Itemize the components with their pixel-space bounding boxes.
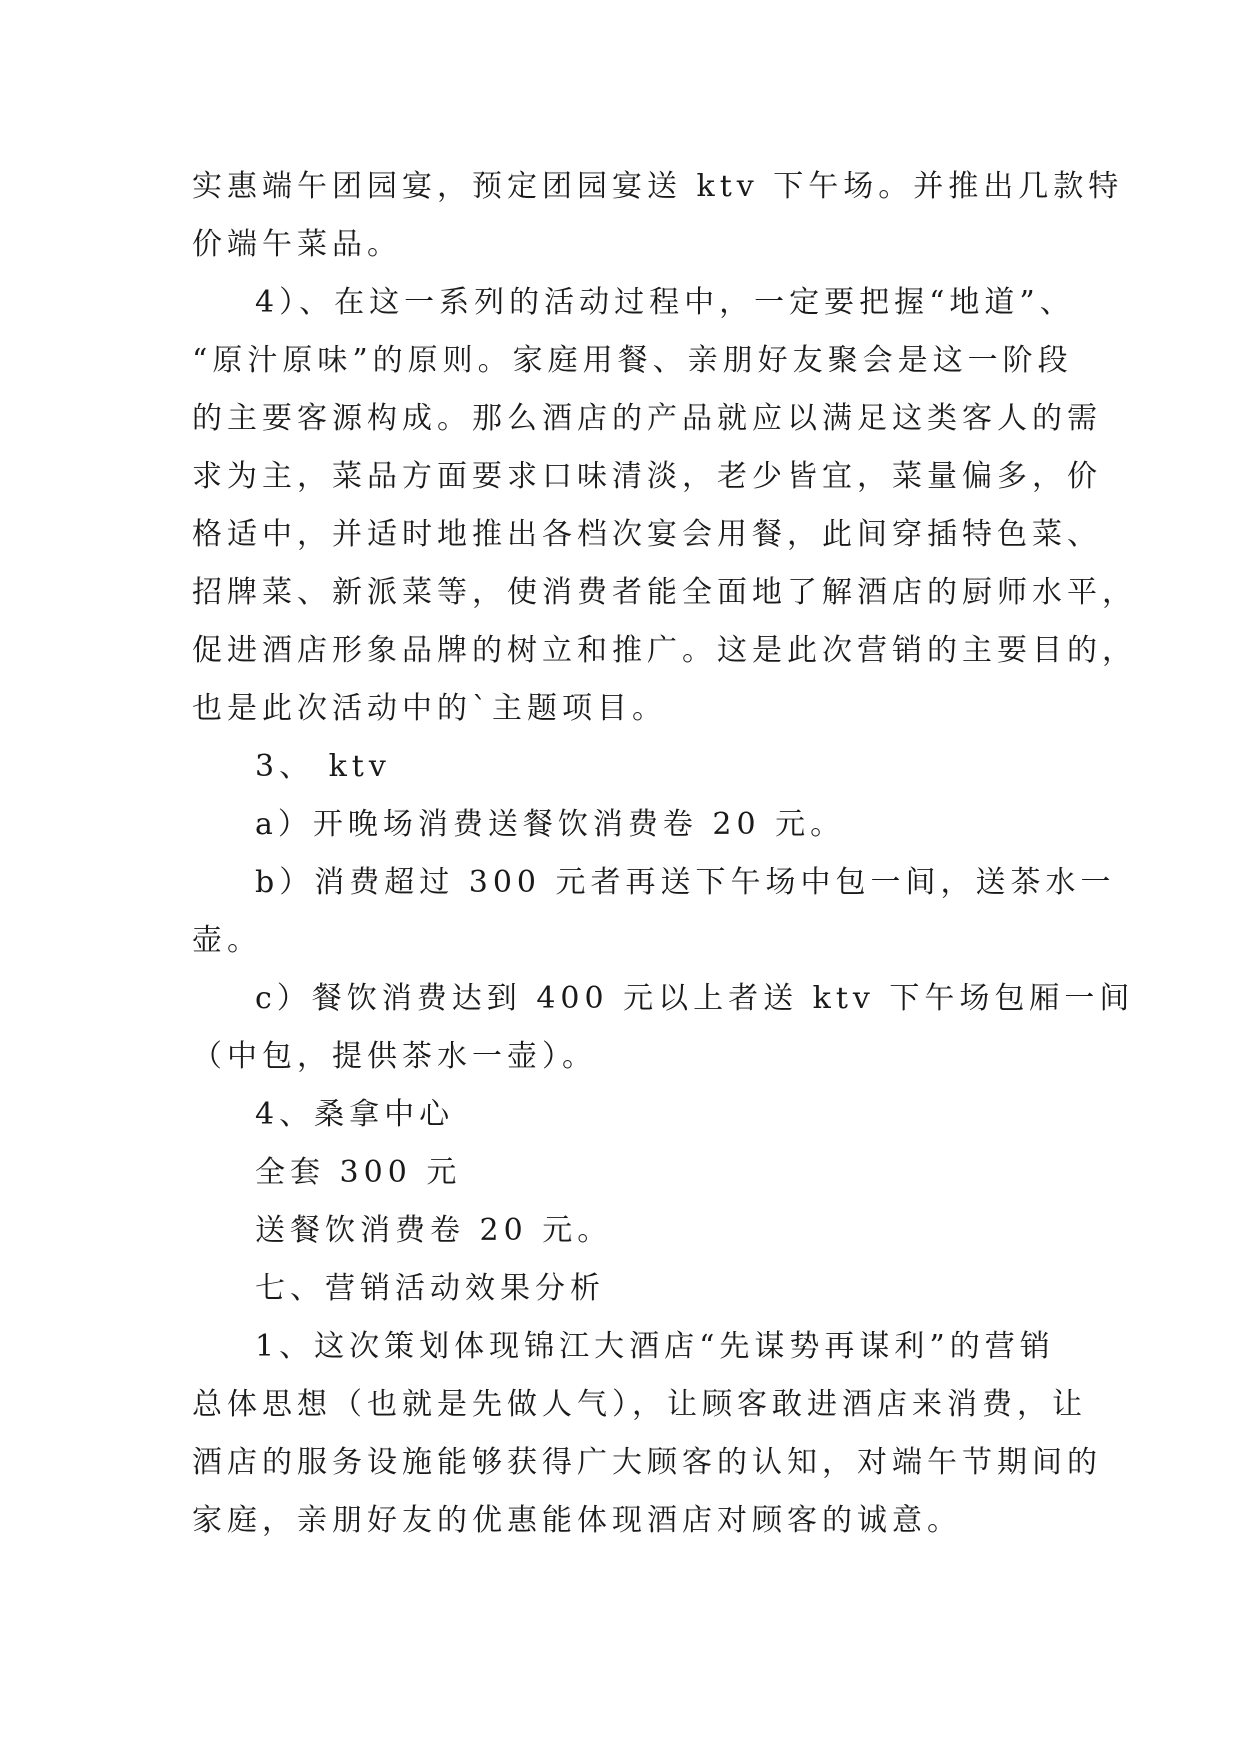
- text-line: 招牌菜、新派菜等，使消费者能全面地了解酒店的厨师水平，: [192, 575, 1137, 610]
- text-line: 壶。: [192, 923, 262, 958]
- text-line: 家庭，亲朋好友的优惠能体现酒店对顾客的诚意。: [192, 1503, 962, 1538]
- text-line: 促进酒店形象品牌的树立和推广。这是此次营销的主要目的，: [192, 633, 1137, 668]
- text-line: 送餐饮消费卷 20 元。: [255, 1213, 613, 1248]
- text-line: （中包，提供茶水一壶）。: [192, 1039, 597, 1074]
- section-heading: 七、营销活动效果分析: [255, 1271, 605, 1306]
- text-line: 4）、在这一系列的活动过程中，一定要把握“地道”、: [255, 285, 1075, 320]
- list-item: a）开晚场消费送餐饮消费卷 20 元。: [255, 807, 846, 842]
- text-line: 酒店的服务设施能够获得广大顾客的认知，对端午节期间的: [192, 1445, 1102, 1480]
- text-line: 实惠端午团园宴，预定团园宴送 ktv 下午场。并推出几款特: [192, 169, 1124, 204]
- text-line: 格适中，并适时地推出各档次宴会用餐，此间穿插特色菜、: [192, 517, 1102, 552]
- text-line: 总体思想（也就是先做人气），让顾客敢进酒店来消费，让: [192, 1387, 1087, 1422]
- text-line: 求为主，菜品方面要求口味清淡，老少皆宜，菜量偏多，价: [192, 459, 1102, 494]
- text-line: 也是此次活动中的`主题项目。: [192, 691, 667, 726]
- document-body: [192, 158, 1137, 1550]
- section-heading: 4、桑拿中心: [255, 1097, 455, 1132]
- text-line: 的主要客源构成。那么酒店的产品就应以满足这类客人的需: [192, 401, 1102, 436]
- text-line: 1、这次策划体现锦江大酒店“先谋势再谋利”的营销: [255, 1329, 1055, 1364]
- section-heading: 3、 ktv: [255, 749, 391, 784]
- list-item: c）餐饮消费达到 400 元以上者送 ktv 下午场包厢一间: [255, 981, 1135, 1016]
- text-line: 价端午菜品。: [192, 227, 402, 262]
- list-item: b）消费超过 300 元者再送下午场中包一间，送茶水一: [255, 865, 1116, 900]
- text-line: 全套 300 元: [255, 1155, 462, 1190]
- text-line: “原汁原味”的原则。家庭用餐、亲朋好友聚会是这一阶段: [192, 343, 1073, 378]
